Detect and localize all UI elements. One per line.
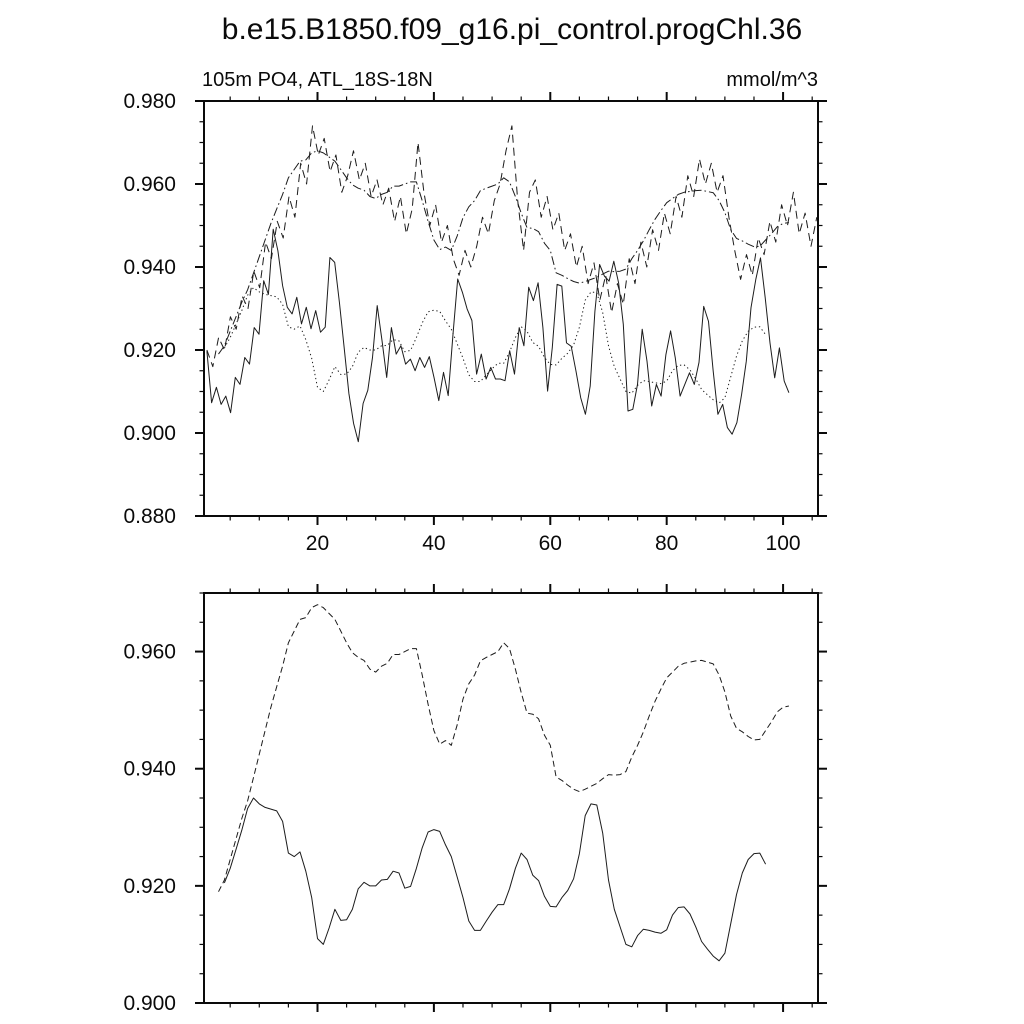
y-tick-label: 0.980 <box>123 90 176 113</box>
x-tick-label: 80 <box>655 532 679 555</box>
series-po4_run2_annual-top <box>207 126 817 367</box>
y-tick-label: 0.940 <box>123 757 176 781</box>
x-tick-label: 20 <box>305 532 330 555</box>
x-tick-label: 40 <box>422 532 446 555</box>
panel-top <box>123 90 827 555</box>
x-tick-label: 60 <box>538 532 562 555</box>
units-label: mmol/m^3 <box>726 69 818 91</box>
y-tick-label: 0.900 <box>123 992 176 1015</box>
series-po4_run1_smooth-bottom <box>224 798 765 961</box>
y-tick-label: 0.960 <box>123 173 176 196</box>
y-tick-label: 0.920 <box>123 874 176 898</box>
y-tick-label: 0.920 <box>123 339 176 362</box>
top-panel-left-header: 105m PO4, ATL_18S-18N <box>202 69 433 91</box>
series-po4_run1_annual-top <box>207 229 789 442</box>
series-po4_run2_smooth-top <box>219 151 789 354</box>
y-tick-label: 0.960 <box>123 640 176 664</box>
figure-title: b.e15.B1850.f09_g16.pi_control.progChl.36 <box>221 13 803 46</box>
plot-frame-top <box>204 101 818 516</box>
x-tick-label: 100 <box>765 532 801 555</box>
panel-bottom <box>123 584 827 1015</box>
series-po4_run2_smooth-bottom <box>219 605 789 892</box>
y-tick-label: 0.940 <box>123 256 176 279</box>
y-tick-label: 0.900 <box>123 422 176 445</box>
y-tick-label: 0.880 <box>123 505 176 528</box>
